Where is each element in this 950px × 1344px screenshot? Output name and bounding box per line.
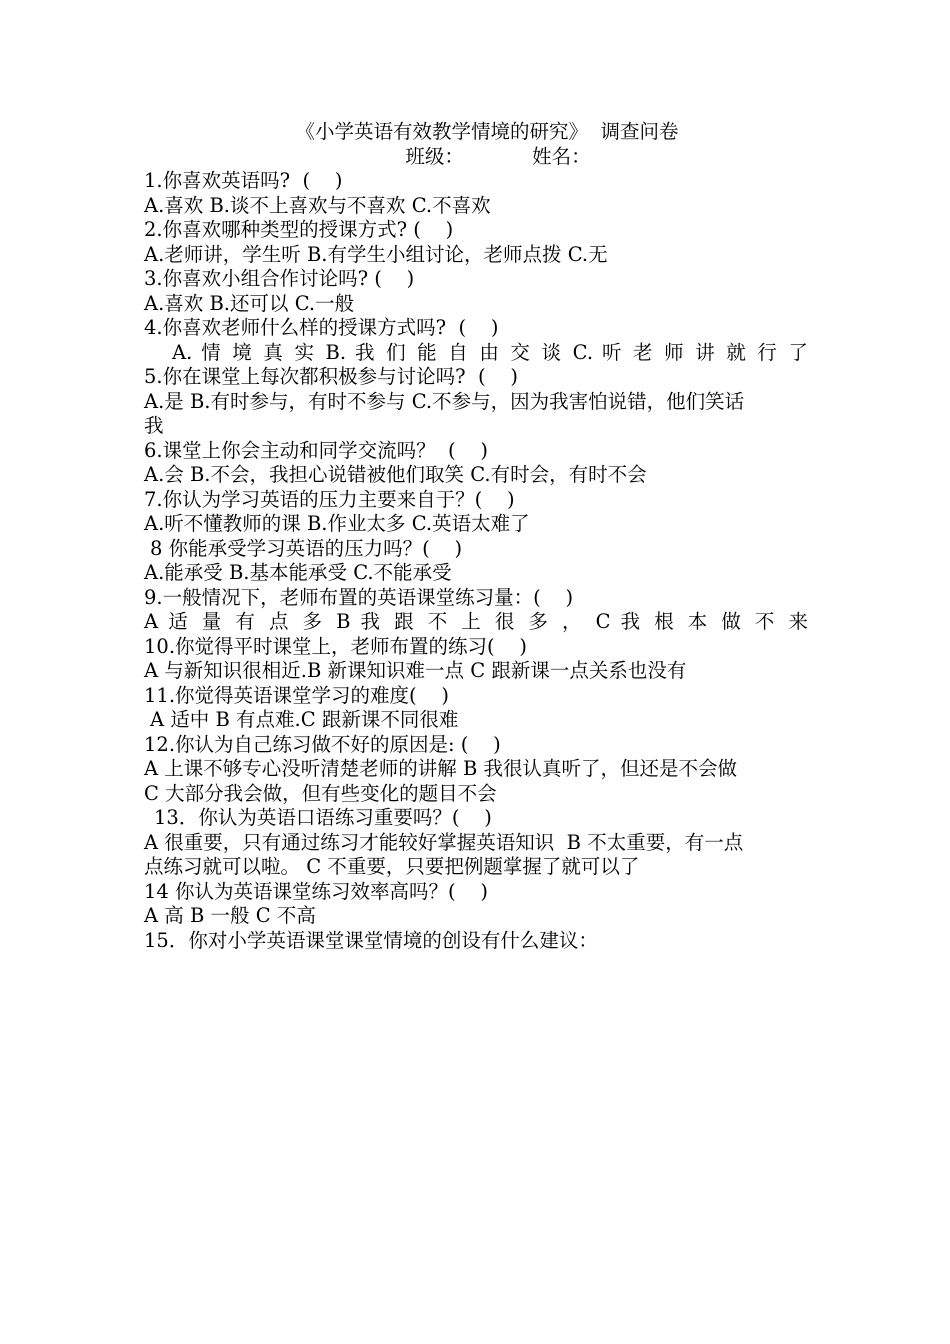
question-1: 1.你喜欢英语吗? ( ): [144, 169, 343, 192]
question-10-options: A 与新知识很相近.B 新课知识难一点 C 跟新课一点关系也没有: [144, 659, 687, 682]
document-page: [144, 120, 808, 953]
question-13: 13．你认为英语口语练习重要吗？( ): [154, 806, 492, 829]
question-2: 2.你喜欢哪种类型的授课方式? ( ): [144, 218, 454, 241]
question-13-options-cont: 点练习就可以啦。 C 不重要，只要把例题掌握了就可以了: [144, 855, 640, 878]
question-3-options: A.喜欢 B.还可以 C.一般: [144, 291, 355, 315]
question-12: 12.你认为自己练习做不好的原因是: ( ): [144, 732, 501, 756]
question-15: 15．你对小学英语课堂课堂情境的创设有什么建议：: [144, 928, 598, 952]
document-title: 《小学英语有效教学情境的研究》 调查问卷: [295, 120, 679, 143]
question-12-options: A 上课不够专心没听清楚老师的讲解 B 我很认真听了，但还是不会做: [144, 757, 738, 780]
question-2-options: A.老师讲，学生听 B.有学生小组讨论，老师点拨 C.无: [144, 242, 608, 266]
question-1-options: A.喜欢 B.谈不上喜欢与不喜欢 C.不喜欢: [144, 193, 491, 217]
question-4-options: A. 情 境 真 实 B. 我 们 能 自 由 交 谈 C. 听 老 师 讲 就 行 了: [172, 340, 808, 364]
question-5-options-cont: 我: [144, 414, 164, 437]
question-6: 6.课堂上你会主动和同学交流吗？ ( ): [144, 438, 489, 462]
question-6-options: A.会 B.不会，我担心说错被他们取笑 C.有时会，有时不会: [144, 463, 647, 486]
question-5-options: A.是 B.有时参与，有时不参与 C.不参与，因为我害怕说错，他们笑话: [144, 389, 745, 413]
question-9: 9.一般情况下，老师布置的英语课堂练习量：( ): [144, 585, 574, 609]
class-name-fields: 班级： 姓名：: [405, 144, 591, 168]
question-10: 10.你觉得平时课堂上，老师布置的练习( ): [144, 634, 528, 658]
question-5: 5.你在课堂上每次都积极参与讨论吗? ( ): [144, 365, 518, 388]
question-8: 8 你能承受学习英语的压力吗？( ): [150, 536, 463, 560]
question-13-options: A 很重要，只有通过练习才能较好掌握英语知识 B 不太重要，有一点: [144, 830, 744, 854]
question-11: 11.你觉得英语课堂学习的难度( ): [144, 683, 450, 707]
question-11-options: A 适中 B 有点难.C 跟新课不同很难: [150, 708, 459, 731]
question-9-options: A 适 量 有 点 多 B 我 跟 不 上 很 多 ， C 我 根 本 做 不 来: [144, 610, 808, 633]
question-7-options: A.听不懂教师的课 B.作业太多 C.英语太难了: [144, 512, 530, 535]
question-3: 3.你喜欢小组合作讨论吗? ( ): [144, 267, 415, 290]
question-4: 4.你喜欢老师什么样的授课方式吗? ( ): [144, 316, 499, 339]
question-7: 7.你认为学习英语的压力主要来自于？( ): [144, 487, 515, 511]
question-14-options: A 高 B 一般 C 不高: [144, 904, 316, 927]
question-12-options-cont: C 大部分我会做，但有些变化的题目不会: [144, 781, 497, 805]
question-14: 14 你认为英语课堂练习效率高吗？( ): [144, 879, 489, 903]
question-8-options: A.能承受 B.基本能承受 C.不能承受: [144, 561, 452, 584]
